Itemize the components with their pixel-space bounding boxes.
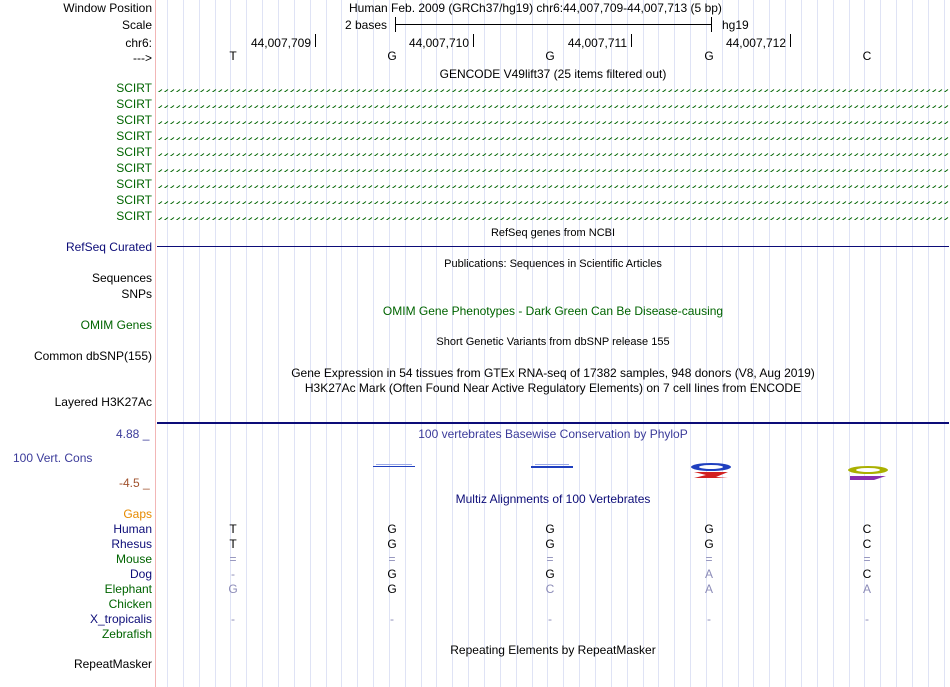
refseq-track-label[interactable]: RefSeq Curated (65, 240, 152, 254)
species-label-human[interactable]: Human (113, 522, 152, 536)
alignment-base: G (228, 582, 238, 596)
position-label: 44,007,712 (725, 36, 786, 50)
phylop-track-label[interactable]: 100 Vert. Cons (13, 451, 93, 465)
phylop-logo-g3-bottom (694, 472, 728, 478)
gencode-transcript-label[interactable]: SCIRT (116, 193, 152, 207)
gencode-transcript-arrows[interactable] (157, 149, 949, 156)
gencode-track-title[interactable]: GENCODE V49lift37 (25 items filtered out) (439, 67, 667, 81)
alignment-base: C (862, 522, 872, 536)
alignment-base: = (388, 552, 396, 566)
chrom-label: chr6: (125, 36, 152, 50)
refseq-gene-line[interactable] (157, 246, 949, 247)
gencode-transcript-label[interactable]: SCIRT (116, 177, 152, 191)
alignment-base: C (862, 537, 872, 551)
phylop-ymin-label: -4.5 _ (119, 476, 150, 490)
refseq-track-title[interactable]: RefSeq genes from NCBI (490, 227, 616, 239)
scale-label: Scale (121, 18, 152, 32)
species-label-zebrafish[interactable]: Zebrafish (101, 627, 152, 641)
gencode-transcript-arrows[interactable] (157, 165, 949, 172)
gencode-transcript-arrows[interactable] (157, 85, 949, 92)
gencode-transcript-label[interactable]: SCIRT (116, 209, 152, 223)
phylop-mark-g2 (531, 466, 573, 468)
publications-track-title[interactable]: Publications: Sequences in Scientific Articles (444, 258, 662, 270)
gencode-transcript-arrows[interactable] (157, 213, 949, 220)
gencode-transcript-arrows[interactable] (157, 101, 949, 108)
alignment-base: G (387, 567, 397, 581)
alignment-base: G (387, 537, 397, 551)
alignment-base: G (387, 522, 397, 536)
alignment-base: G (545, 567, 555, 581)
phylop-mark-g1-shadow (376, 464, 412, 465)
phylop-mark-g2-shadow (535, 464, 569, 465)
alignment-base: G (704, 522, 714, 536)
snps-track-label[interactable]: SNPs (121, 287, 152, 301)
position-tick (473, 34, 474, 47)
position-label: 44,007,710 (408, 36, 469, 50)
species-label-rhesus[interactable]: Rhesus (111, 537, 152, 551)
reference-base: G (704, 49, 714, 63)
gaps-track-label[interactable]: Gaps (123, 507, 152, 521)
gtex-track-title[interactable]: Gene Expression in 54 tissues from GTEx RNA-seq of 17382 samples, 948 donors (V8, Aug 2019) (291, 366, 815, 380)
dbsnp-track-label[interactable]: Common dbSNP(155) (33, 349, 152, 363)
reference-base: G (545, 49, 555, 63)
reference-base: C (862, 49, 872, 63)
species-label-elephant[interactable]: Elephant (104, 582, 152, 596)
window-position-value[interactable]: Human Feb. 2009 (GRCh37/hg19) chr6:44,007,709-44,007,713 (5 bp) (349, 1, 722, 15)
reference-base: T (229, 49, 237, 63)
phylop-mark-g1 (373, 466, 415, 467)
alignment-base: A (862, 582, 871, 596)
alignment-base: - (231, 567, 235, 581)
alignment-base: G (545, 537, 555, 551)
gencode-transcript-label[interactable]: SCIRT (116, 161, 152, 175)
gencode-transcript-label[interactable]: SCIRT (116, 97, 152, 111)
phylop-logo-g3-inner (699, 465, 723, 469)
alignment-base: G (387, 582, 397, 596)
alignment-base: = (546, 552, 554, 566)
dbsnp-track-title[interactable]: Short Genetic Variants from dbSNP release 155 (436, 336, 670, 348)
position-tick (790, 34, 791, 47)
alignment-base: - (548, 612, 552, 626)
alignment-base: - (390, 612, 394, 626)
gencode-transcript-label[interactable]: SCIRT (116, 113, 152, 127)
gencode-transcript-arrows[interactable] (157, 181, 949, 188)
alignment-base: = (863, 552, 871, 566)
alignment-base: = (705, 552, 713, 566)
alignment-base: A (704, 567, 713, 581)
phylop-ymax-label: 4.88 _ (116, 427, 150, 441)
alignment-base: - (865, 612, 869, 626)
position-label: 44,007,709 (250, 36, 311, 50)
position-label: 44,007,711 (567, 36, 627, 50)
multiz-track-title[interactable]: Multiz Alignments of 100 Vertebrates (455, 492, 651, 506)
alignment-base: A (704, 582, 713, 596)
gencode-transcript-label[interactable]: SCIRT (116, 81, 152, 95)
gencode-transcript-label[interactable]: SCIRT (116, 145, 152, 159)
h3k27ac-track-title[interactable]: H3K27Ac Mark (Often Found Near Active Regulatory Elements) on 7 cell lines from ENCODE (304, 381, 802, 395)
window-position-label: Window Position (63, 1, 152, 15)
gencode-transcript-arrows[interactable] (157, 117, 949, 124)
omim-track-label[interactable]: OMIM Genes (80, 318, 152, 332)
alignment-base: T (229, 522, 237, 536)
reference-base: G (387, 49, 397, 63)
alignment-base: = (229, 552, 237, 566)
species-label-x_tropicalis[interactable]: X_tropicalis (89, 612, 152, 626)
alignment-base: C (545, 582, 555, 596)
repeatmasker-track-title[interactable]: Repeating Elements by RepeatMasker (450, 643, 656, 657)
species-label-mouse[interactable]: Mouse (115, 552, 152, 566)
gencode-transcript-arrows[interactable] (157, 133, 949, 140)
position-tick (631, 34, 632, 47)
gencode-transcript-arrows[interactable] (157, 197, 949, 204)
alignment-base: - (707, 612, 711, 626)
alignment-base: - (231, 612, 235, 626)
repeatmasker-track-label[interactable]: RepeatMasker (73, 657, 152, 671)
gencode-transcript-label[interactable]: SCIRT (116, 129, 152, 143)
alignment-base: G (704, 537, 714, 551)
position-tick (315, 34, 316, 47)
strand-label: ---> (133, 51, 152, 65)
omim-track-title[interactable]: OMIM Gene Phenotypes - Dark Green Can Be Disease-causing (382, 304, 724, 318)
h3k27ac-baseline (157, 422, 949, 424)
scale-bar (395, 17, 712, 32)
species-label-dog[interactable]: Dog (129, 567, 152, 581)
sequences-track-label[interactable]: Sequences (91, 271, 152, 285)
phylop-conservation-plot[interactable] (156, 456, 950, 484)
alignment-base: T (229, 537, 237, 551)
phylop-logo-c-inner (856, 468, 880, 472)
scale-value: 2 bases (345, 18, 388, 32)
alignment-base: C (862, 567, 872, 581)
alignment-base: G (545, 522, 555, 536)
phylop-track-title[interactable]: 100 vertebrates Basewise Conservation by PhyloP (418, 427, 688, 441)
species-label-chicken[interactable]: Chicken (108, 597, 152, 611)
h3k27ac-track-label[interactable]: Layered H3K27Ac (54, 395, 152, 409)
phylop-logo-c-bottom (850, 476, 886, 480)
assembly-label: hg19 (722, 18, 749, 32)
